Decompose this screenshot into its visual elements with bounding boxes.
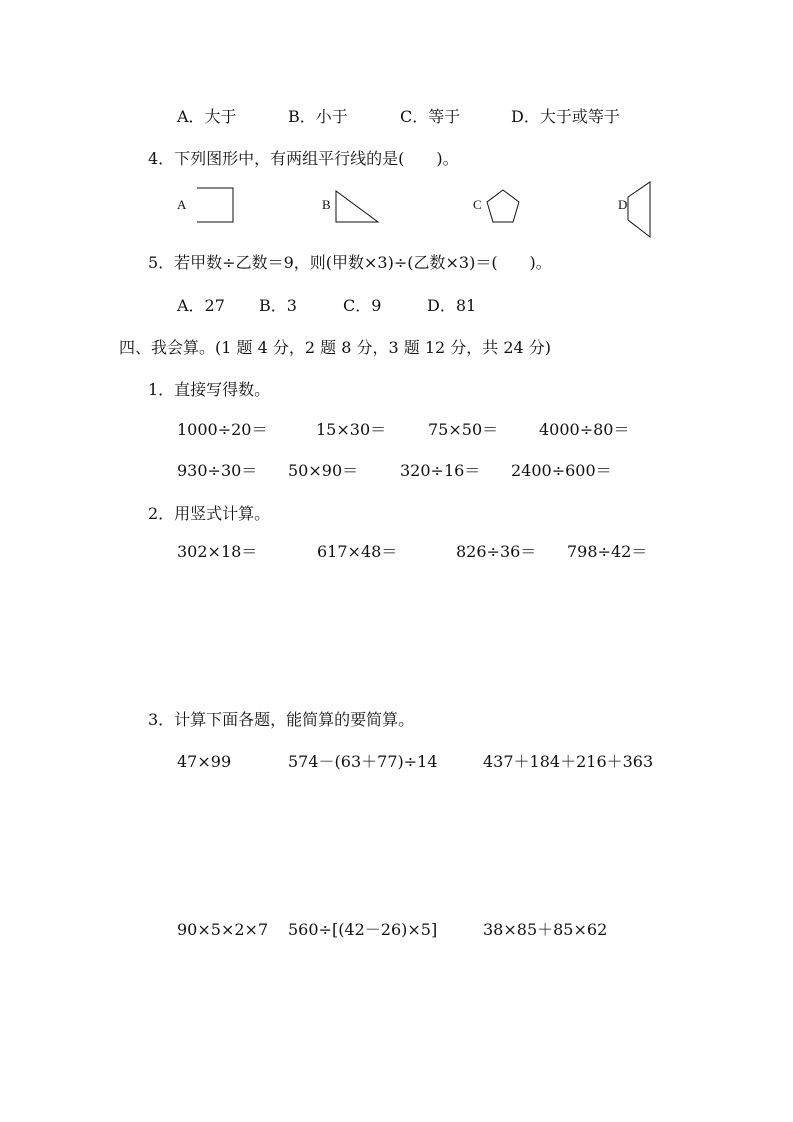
fig-label-b: B bbox=[322, 197, 331, 212]
figure-c-pentagon bbox=[487, 190, 519, 222]
p2-4: 798÷42＝ bbox=[567, 542, 648, 561]
section4-title: 四、我会算。(1 题 4 分，2 题 8 分，3 题 12 分，共 24 分) bbox=[119, 338, 552, 357]
fig-label-d: D bbox=[618, 197, 628, 212]
p2-2: 617×48＝ bbox=[317, 542, 398, 561]
q5-option-a: A．27 bbox=[177, 296, 225, 315]
figure-d-trapezoid bbox=[628, 182, 650, 237]
fig-label-c: C bbox=[473, 197, 482, 212]
q5-option-c: C．9 bbox=[343, 296, 382, 315]
q4-text: 4．下列图形中，有两组平行线的是( )。 bbox=[148, 149, 459, 168]
q3-option-b: B．小于 bbox=[288, 107, 348, 126]
p3-r2-3: 38×85＋85×62 bbox=[483, 920, 608, 939]
p1-r2-4: 2400÷600＝ bbox=[511, 461, 612, 480]
figure-a-open-rectangle bbox=[197, 188, 233, 222]
p3-r2-2: 560÷[(42－26)×5] bbox=[288, 920, 438, 939]
q5-text: 5．若甲数÷乙数＝9，则(甲数×3)÷(乙数×3)＝( )。 bbox=[148, 253, 552, 272]
p1-title: 1．直接写得数。 bbox=[148, 380, 271, 399]
q3-option-d: D．大于或等于 bbox=[511, 107, 620, 126]
q3-option-a: A．大于 bbox=[177, 107, 237, 126]
q5-option-b: B．3 bbox=[259, 296, 297, 315]
p1-r2-2: 50×90＝ bbox=[288, 461, 359, 480]
p1-r2-3: 320÷16＝ bbox=[400, 461, 481, 480]
p1-r2-1: 930÷30＝ bbox=[177, 461, 258, 480]
q5-option-d: D．81 bbox=[427, 296, 477, 315]
figure-b-right-triangle bbox=[336, 191, 378, 222]
p3-title: 3．计算下面各题，能简算的要简算。 bbox=[148, 710, 415, 729]
p1-r1-2: 15×30＝ bbox=[316, 420, 387, 439]
p2-title: 2．用竖式计算。 bbox=[148, 504, 271, 523]
p1-r1-4: 4000÷80＝ bbox=[539, 420, 630, 439]
p3-r2-1: 90×5×2×7 bbox=[177, 920, 269, 939]
p2-3: 826÷36＝ bbox=[456, 542, 537, 561]
fig-label-a: A bbox=[177, 197, 187, 212]
p1-r1-1: 1000÷20＝ bbox=[177, 420, 268, 439]
q3-option-c: C．等于 bbox=[400, 107, 461, 126]
p3-r1-3: 437＋184＋216＋363 bbox=[483, 752, 654, 771]
p3-r1-1: 47×99 bbox=[177, 752, 232, 771]
p3-r1-2: 574－(63＋77)÷14 bbox=[288, 752, 438, 771]
p2-1: 302×18＝ bbox=[177, 542, 258, 561]
p1-r1-3: 75×50＝ bbox=[428, 420, 499, 439]
